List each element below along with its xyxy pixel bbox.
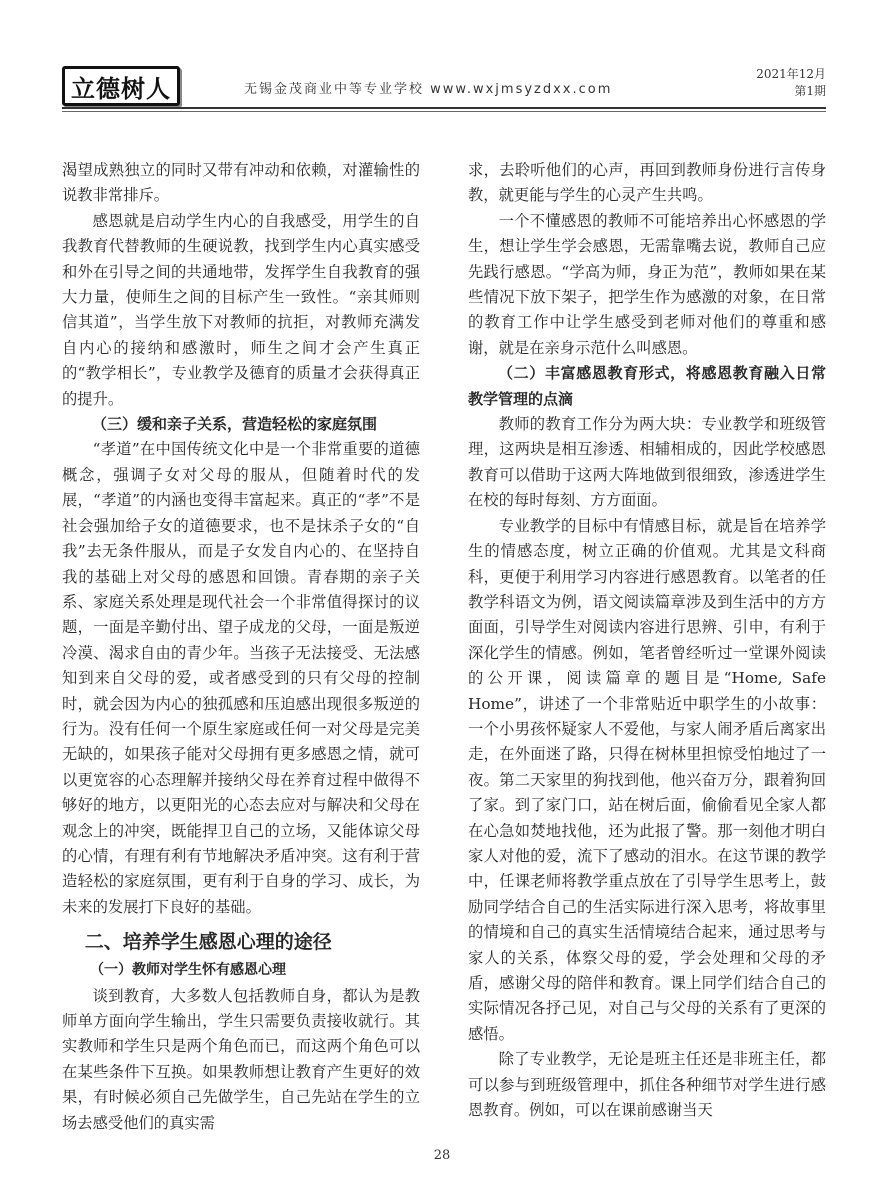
- header-rule-thin: [62, 111, 826, 112]
- issue-date: 2021年12月: [756, 67, 826, 81]
- publication-logo: 立德树人: [62, 66, 180, 106]
- paragraph: 渴望成熟独立的同时又带有冲动和依赖，对灌输性的说教非常排斥。: [62, 161, 420, 205]
- school-name: 无锡金茂商业中等专业学校 www.wxjmsyzdxx.com: [244, 82, 613, 97]
- subsection-heading: （二）丰富感恩教育形式，将感恩教育融入日常教学管理的点滴: [468, 364, 826, 408]
- paragraph: “孝道”在中国传统文化中是一个非常重要的道德概念，强调子女对父母的服从，但随着时代的发展，“孝道”的内涵也变得丰富起来。真正的“孝”不是社会强加给子女的道德要求，也不是抹杀子女的“自我”去无条件服从，而是子女发自内心的、在坚持自我的基础上对父母的感恩和回馈。青春期的亲子关系、家庭关系处理是现代社会一个非常值得探讨的议题，一面是辛勤付出、望子成龙的父母，一面是叛逆冷漠、渴求自由的青少年。当孩子无法接受、无法感知到来自父母的爱，或者感受到的只有父母的控制时，就会因为内心的独孤感和压迫感出现很多叛逆的行为。没有任何一个原生家庭或任何一对父母是完美无缺的，如果孩子能对父母拥有更多感恩之情，就可以更宽容的心态理解并接纳父母在养育过程中做得不够好的地方，以更阳光的心态去应对与解决和父母在观念上的冲突，既能捍卫自己的立场，又能体谅父母的心情，有理有利有节地解决矛盾冲突。这有利于营造轻松的家庭氛围，更有利于自身的学习、成长，为未来的发展打下良好的基础。: [62, 440, 420, 916]
- page-number: 28: [433, 1148, 451, 1163]
- paragraph: 教师的教育工作分为两大块：专业教学和班级管理，这两块是相互渗透、相辅相成的，因此学校感恩教育可以借助于这两大阵地做到很细致，渗透进学生在校的每时每刻、方方面面。: [468, 415, 826, 510]
- section-heading: 二、培养学生感恩心理的途径: [84, 931, 332, 954]
- paragraph: 感恩就是启动学生内心的自我感受，用学生的自我教育代替教师的生硬说教，找到学生内心真实感受和外在引导之间的共通地带，发挥学生自我教育的强大力量，使师生之间的目标产生一致性。“亲其师则信其道”，当学生放下对教师的抗拒，对教师充满发自内心的接纳和感激时，师生之间才会产生真正的“教学相长”，专业教学及德育的质量才会获得真正的提升。: [62, 211, 420, 408]
- subsection-heading: （一）教师对学生怀有感恩心理: [90, 962, 286, 979]
- subsection-heading: （三）缓和亲子关系，营造轻松的家庭氛围: [92, 415, 378, 434]
- paragraph: 一个不懂感恩的教师不可能培养出心怀感恩的学生，想让学生学会感恩，无需靠嘴去说，教师自己应先践行感恩。“学高为师，身正为范”，教师如果在某些情况下放下架子，把学生作为感激的对象，在日常的教育工作中让学生感受到老师对他们的尊重和感谢，就是在亲身示范什么叫感恩。: [468, 211, 826, 357]
- left-column: [62, 158, 420, 1136]
- page-header: [62, 62, 826, 106]
- right-column: [468, 158, 826, 1123]
- paragraph: 求，去聆听他们的心声，再回到教师身份进行言传身教，就更能与学生的心灵产生共鸣。: [468, 161, 826, 205]
- paragraph: 专业教学的目标中有情感目标，就是旨在培养学生的情感态度，树立正确的价值观。尤其是文科商科，更便于利用学习内容进行感恩教育。以笔者的任教学科语文为例，语文阅读篇章涉及到生活中的方方面面，引导学生对阅读内容进行思辨、引申，有利于深化学生的情感。例如，笔者曾经听过一堂课外阅读的公开课，阅读篇章的题目是“Home, Safe Home”，讲述了一个非常贴近中职学生的小故事：一个小男孩怀疑家人不爱他，与家人闹矛盾后离家出走，在外面迷了路，只得在树林里担惊受怕地过了一夜。第二天家里的狗找到他，他兴奋万分，跟着狗回了家。到了家门口，站在树后面，偷偷看见全家人都在心急如焚地找他，还为此报了警。那一刻他才明白家人对他的爱，流下了感动的泪水。在这节课的教学中，任课老师将教学重点放在了引导学生思考上，鼓励同学结合自己的生活实际进行深入思考，将故事里的情境和自己的真实生活情境结合起来，通过思考与家人的关系，体察父母的爱，学会处理和父母的矛盾，感谢父母的陪伴和教育。课上同学们结合自己的实际情况各抒己见，对自己与父母的关系有了更深的感悟。: [468, 516, 826, 1043]
- header-rule-thick: [62, 107, 826, 109]
- issue-number: 第1期: [794, 84, 826, 98]
- paragraph: 谈到教育，大多数人包括教师自身，都认为是教师单方面向学生输出，学生只需要负责接收就行。其实教师和学生只是两个角色而已，而这两个角色可以在某些条件下互换。如果教师想让教育产生更好的效果，有时候必须自己先做学生，自己先站在学生的立场去感受他们的真实需: [62, 986, 420, 1132]
- issue-info: [756, 66, 826, 100]
- paragraph: 除了专业教学，无论是班主任还是非班主任，都可以参与到班级管理中，抓住各种细节对学生进行感恩教育。例如，可以在课前感谢当天: [468, 1050, 826, 1120]
